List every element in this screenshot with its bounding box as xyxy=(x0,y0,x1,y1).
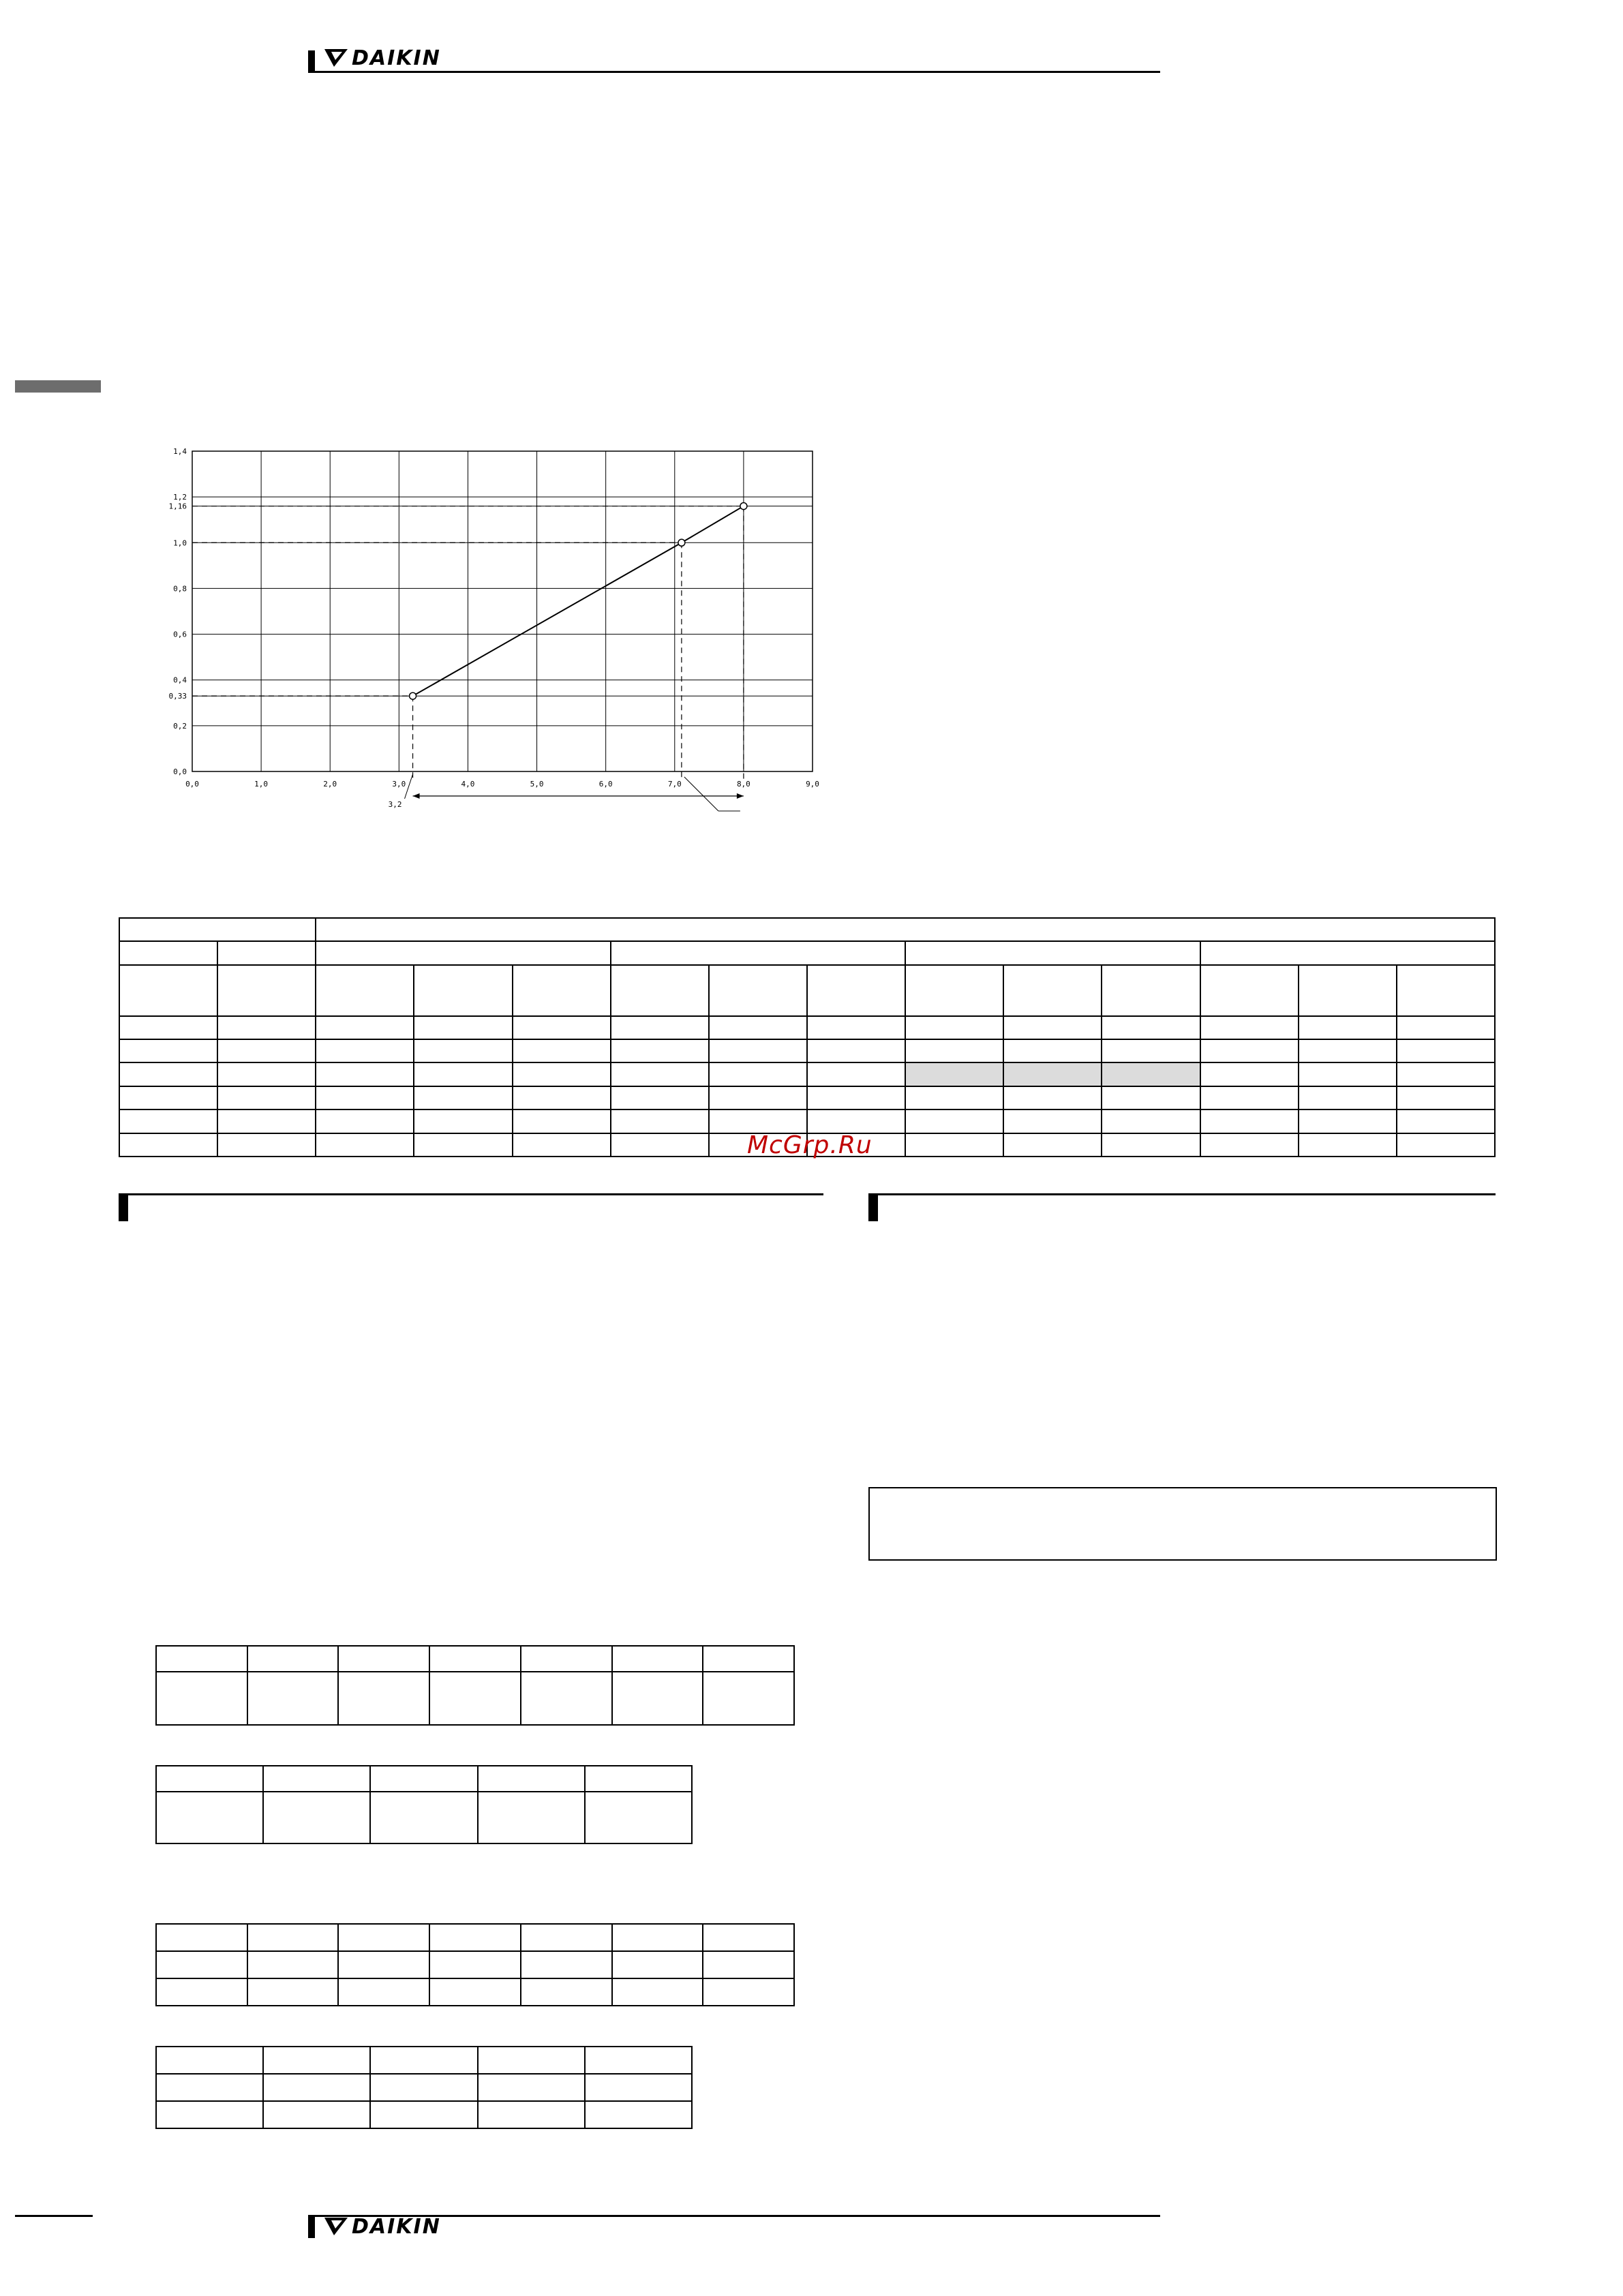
header-accent-bar xyxy=(308,50,315,72)
daikin-logo-icon xyxy=(324,49,348,67)
main-data-table xyxy=(119,917,1496,1157)
callout-leader xyxy=(684,777,718,811)
table-header-cell xyxy=(1200,965,1299,1016)
footer-left-rule xyxy=(15,2215,93,2217)
table-row xyxy=(156,1978,794,2006)
plot-frame xyxy=(192,451,813,771)
table-header-cell xyxy=(1003,965,1102,1016)
x-tick-label: 3,0 xyxy=(392,780,406,789)
table-header-cell xyxy=(905,941,1200,964)
highlighted-cell xyxy=(1003,1062,1102,1086)
table-header-cell xyxy=(414,965,512,1016)
table-header-cell xyxy=(807,965,905,1016)
dimension-arrow-right xyxy=(737,793,744,799)
y-tick-label: 1,2 xyxy=(173,493,187,502)
table-row xyxy=(119,1062,1495,1086)
x-tick-label: 1,0 xyxy=(254,780,269,789)
table-header-cell xyxy=(316,941,610,964)
table-header-cell xyxy=(316,918,1495,941)
data-point xyxy=(410,692,416,699)
y-tick-label: 0,2 xyxy=(173,721,187,731)
table-header-cell xyxy=(611,941,905,964)
x-tick-label: 9,0 xyxy=(806,780,819,789)
header-logo xyxy=(324,46,441,70)
table-row xyxy=(156,1646,794,1672)
chapter-tab-marker xyxy=(15,380,101,393)
highlighted-cell xyxy=(905,1062,1003,1086)
y-tick-label: 0,0 xyxy=(173,767,187,776)
table-header-cell xyxy=(119,941,217,964)
x-tick-label: 5,0 xyxy=(530,780,544,789)
x-tick-label: 6,0 xyxy=(598,780,613,789)
section-rule-left xyxy=(119,1193,823,1195)
table-header-cell xyxy=(119,918,316,941)
table-row xyxy=(156,1766,692,1792)
small-table-1 xyxy=(155,1645,795,1726)
data-point xyxy=(678,539,685,546)
y-tick-label: 0,8 xyxy=(173,584,187,594)
table-header-cell xyxy=(905,965,1003,1016)
footer-accent-bar xyxy=(308,2216,315,2238)
dimension-arrow-left xyxy=(413,793,420,799)
x-tick-label: 4,0 xyxy=(461,780,475,789)
y-tick-label: 0,33 xyxy=(168,692,187,701)
chart xyxy=(157,436,825,818)
small-table-2 xyxy=(155,1765,693,1844)
x-tick-label: 0,0 xyxy=(185,780,199,789)
table-row xyxy=(119,1016,1495,1039)
watermark: McGrp.Ru xyxy=(747,1131,873,1159)
table-header-cell xyxy=(217,965,316,1016)
y-tick-label: 0,6 xyxy=(173,630,187,639)
y-tick-label: 0,4 xyxy=(173,675,187,685)
table-row xyxy=(156,2047,692,2074)
table-header-cell xyxy=(1200,941,1495,964)
x-tick-label: 7,0 xyxy=(667,780,682,789)
table-row xyxy=(156,2074,692,2101)
highlighted-cell xyxy=(1102,1062,1200,1086)
table-header-cell xyxy=(1299,965,1397,1016)
table-header-cell xyxy=(709,965,807,1016)
table-header-cell xyxy=(119,965,217,1016)
annotation-leader xyxy=(405,774,413,799)
table-header-cell xyxy=(1397,965,1495,1016)
table-row xyxy=(119,1039,1495,1062)
y-tick-label: 1,0 xyxy=(173,538,187,548)
table-row xyxy=(119,1086,1495,1109)
table-header-cell xyxy=(611,965,709,1016)
annotation-label: 3,2 xyxy=(388,800,402,809)
table-header-cell xyxy=(1102,965,1200,1016)
x-tick-label: 2,0 xyxy=(323,780,337,789)
x-tick-label: 8,0 xyxy=(736,780,750,789)
table-row xyxy=(156,1924,794,1951)
header-rule xyxy=(308,71,1160,73)
y-tick-label: 1,16 xyxy=(168,502,187,511)
note-box xyxy=(868,1487,1497,1561)
section-marker-right xyxy=(868,1194,878,1221)
table-row xyxy=(156,2101,692,2128)
header-brand: DAIKIN xyxy=(352,46,441,70)
data-point xyxy=(740,503,747,510)
series-line xyxy=(413,506,744,697)
footer-logo xyxy=(324,2215,441,2239)
small-table-4 xyxy=(155,2046,693,2129)
footer-brand: DAIKIN xyxy=(352,2215,441,2239)
small-table-3 xyxy=(155,1923,795,2006)
table-row xyxy=(156,1951,794,1978)
table-row xyxy=(119,1109,1495,1133)
y-tick-label: 1,4 xyxy=(173,447,187,456)
section-rule-right xyxy=(868,1193,1496,1195)
section-marker-left xyxy=(119,1194,128,1221)
table-row xyxy=(156,1792,692,1843)
table-row xyxy=(156,1672,794,1725)
table-header-cell xyxy=(217,941,316,964)
daikin-logo-icon xyxy=(324,2218,348,2235)
table-header-cell xyxy=(513,965,611,1016)
table-header-cell xyxy=(316,965,414,1016)
